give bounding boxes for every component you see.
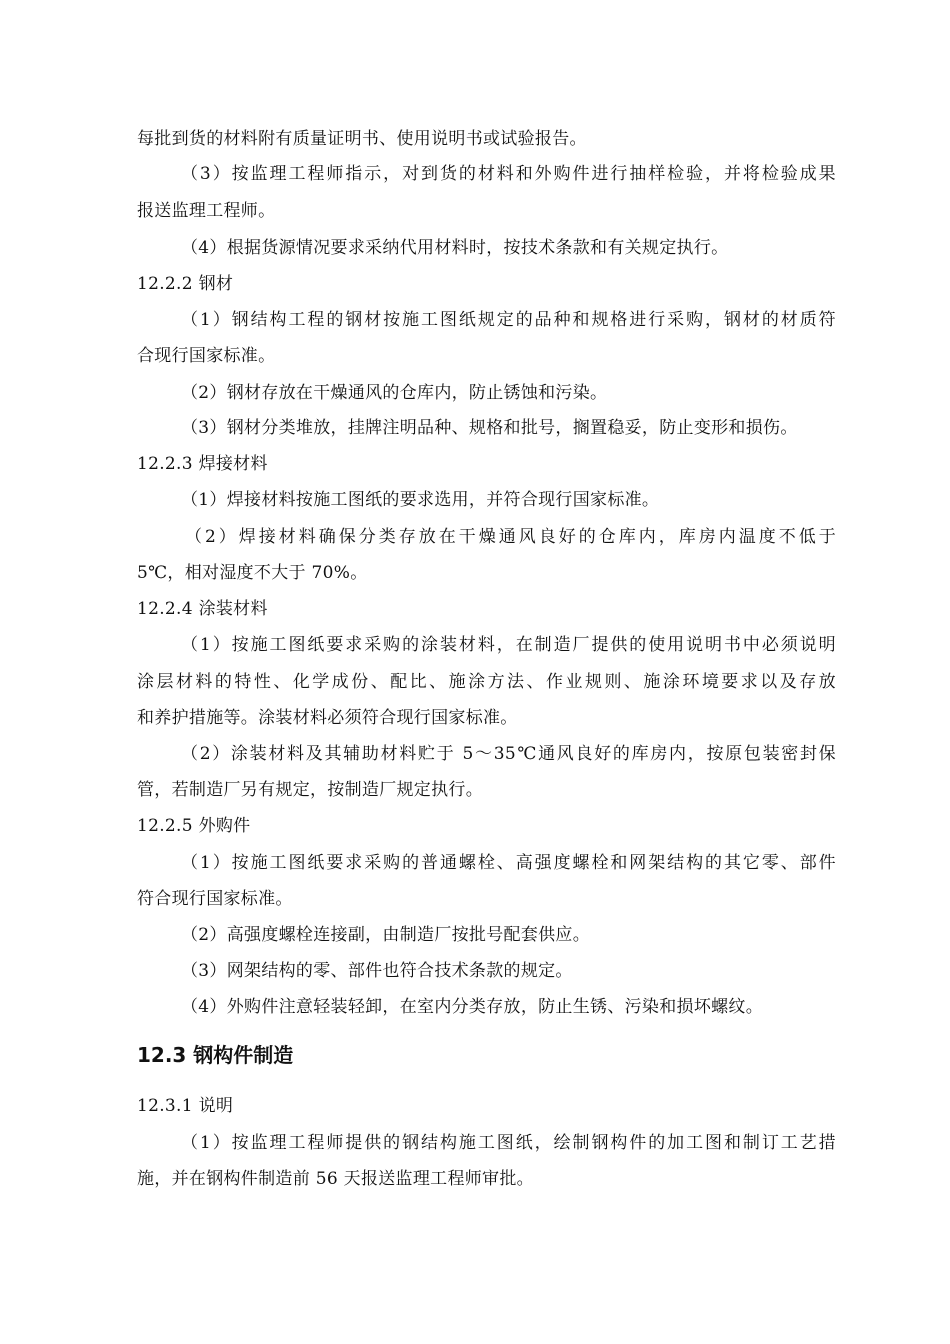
paragraph-line: 和养护措施等。涂装材料必须符合现行国家标准。 [137,708,518,728]
paragraph-line: （1）钢结构工程的钢材按施工图纸规定的品种和规格进行采购，钢材的材质符 [181,310,836,330]
paragraph-line: （2）钢材存放在干燥通风的仓库内，防止锈蚀和污染。 [181,383,608,403]
paragraph-line: （4）外购件注意轻装轻卸，在室内分类存放，防止生锈、污染和损坏螺纹。 [181,997,764,1017]
paragraph-line: 施，并在钢构件制造前 56 天报送监理工程师审批。 [137,1169,534,1189]
paragraph-line: （1）焊接材料按施工图纸的要求选用，并符合现行国家标准。 [181,490,660,510]
paragraph-line: （3）按监理工程师指示，对到货的材料和外购件进行抽样检验，并将检验成果 [181,164,836,184]
section-heading-12-3: 12.3 钢构件制造 [137,1043,294,1067]
paragraph-line: （3）网架结构的零、部件也符合技术条款的规定。 [181,961,573,981]
paragraph-line: （2）焊接材料确保分类存放在干燥通风良好的仓库内，库房内温度不低于 [185,527,836,547]
paragraph-line: （1）按监理工程师提供的钢结构施工图纸，绘制钢构件的加工图和制订工艺措 [181,1133,836,1153]
paragraph-line: 管，若制造厂另有规定，按制造厂规定执行。 [137,780,483,800]
paragraph-line: 涂层材料的特性、化学成份、配比、施涂方法、作业规则、施涂环境要求以及存放 [137,672,836,692]
paragraph-line: 符合现行国家标准。 [137,889,293,909]
paragraph-line: 5℃，相对湿度不大于 70%。 [137,563,368,583]
section-heading-12-2-2: 12.2.2 钢材 [137,274,234,294]
section-heading-12-2-4: 12.2.4 涂装材料 [137,599,268,619]
section-heading-12-2-5: 12.2.5 外购件 [137,816,251,836]
paragraph-line: （2）涂装材料及其辅助材料贮于 5～35℃通风良好的库房内，按原包装密封保 [181,744,836,764]
section-heading-12-3-1: 12.3.1 说明 [137,1096,234,1116]
paragraph-line: 合现行国家标准。 [137,346,276,366]
paragraph-line: 报送监理工程师。 [137,201,276,221]
paragraph-line: 每批到货的材料附有质量证明书、使用说明书或试验报告。 [137,129,587,149]
paragraph-line: （1）按施工图纸要求采购的普通螺栓、高强度螺栓和网架结构的其它零、部件 [181,853,836,873]
paragraph-line: （4）根据货源情况要求采纳代用材料时，按技术条款和有关规定执行。 [181,238,729,258]
section-heading-12-2-3: 12.2.3 焊接材料 [137,454,268,474]
paragraph-line: （3）钢材分类堆放，挂牌注明品种、规格和批号，搁置稳妥，防止变形和损伤。 [181,418,798,438]
paragraph-line: （2）高强度螺栓连接副，由制造厂按批号配套供应。 [181,925,591,945]
paragraph-line: （1）按施工图纸要求采购的涂装材料，在制造厂提供的使用说明书中必须说明 [181,635,836,655]
